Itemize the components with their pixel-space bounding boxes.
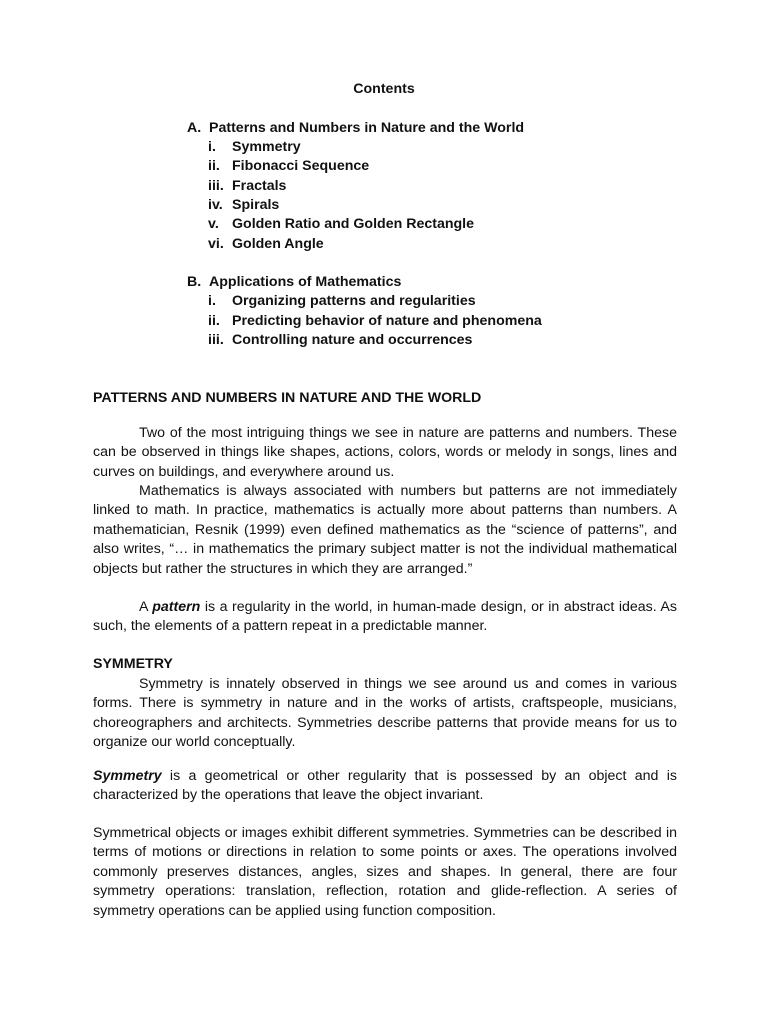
toc-item-controlling [208,332,472,348]
toc-item-number: i. [208,293,216,309]
toc-item-number: i. [208,139,216,155]
toc-item-label: Controlling nature and occurrences [232,332,473,348]
toc-item-golden-ratio [208,216,474,232]
toc-item-golden-angle [208,236,324,252]
symmetry-heading: SYMMETRY [93,656,173,672]
pattern-prefix: A [139,599,153,615]
toc-item-number: v. [208,216,219,232]
toc-item-number: iv. [208,197,223,213]
toc-item-label: Spirals [232,197,280,213]
toc-item-number: iii. [208,332,224,348]
paragraph-mathematics [93,482,677,579]
toc-section-b [187,274,401,290]
symmetry-definition-text: is a geometrical or other regularity that is possessed by an object and is characterized by the operations that leave the object invariant. [93,768,677,804]
toc-item-label: Symmetry [232,139,301,155]
paragraph-symmetry-operations [93,824,677,921]
pattern-definition-text: is a regularity in the world, in human-made design, or in abstract ideas. As such, the elements of a pattern repeat in a predictable manner. [93,599,677,635]
paragraph-symmetry-intro-text: Symmetry is innately observed in things we see around us and comes in various forms. There is symmetry in nature and in the works of artists, craftspeople, musicians, choreographers and architects. Symmetries describe patterns that provide means for us to organize our world conceptually. [93,676,677,751]
toc-item-label: Golden Ratio and Golden Rectangle [232,216,474,232]
toc-item-label: Fibonacci Sequence [232,158,370,174]
toc-section-title: Applications of Mathematics [209,274,402,290]
toc-section-label: B. [187,274,202,290]
toc-item-fractals [208,178,286,194]
toc-section-title: Patterns and Numbers in Nature and the World [209,120,525,136]
toc-item-predicting [208,313,542,329]
toc-item-number: ii. [208,158,220,174]
toc-item-number: iii. [208,178,224,194]
paragraph-symmetry-definition [93,767,677,806]
paragraph-symmetry-intro [93,675,677,753]
toc-item-label: Organizing patterns and regularities [232,293,476,309]
toc-item-organizing [208,293,476,309]
paragraph-intro [93,424,677,482]
paragraph-intro-text: Two of the most intriguing things we see in nature are patterns and numbers. These can be observed in things like shapes, actions, colors, words or melody in songs, lines and curves on buildings, and everywhere around us. [93,425,677,480]
symmetry-term: Symmetry [93,768,162,784]
toc-item-number: ii. [208,313,220,329]
paragraph-symmetry-operations-text: Symmetrical objects or images exhibit different symmetries. Symmetries can be described in terms of motions or directions in relation to some points or axes. The operations involved commonly preserves distances, angles, sizes and shapes. In general, there are four symmetry operations: translation, reflection, rotation and glide-reflection. A series of symmetry operations can be applied using function composition. [93,825,677,919]
toc-item-symmetry [208,139,301,155]
toc-item-spirals [208,197,279,213]
paragraph-mathematics-text: Mathematics is always associated with numbers but patterns are not immediately linked to math. In practice, mathematics is actually more about patterns than numbers. A mathematician, Resnik (1999) even defined mathematics as the “science of patterns”, and also writes, “… in mathematics the primary subject matter is not the individual mathematical objects but rather the structures in which they are arranged.” [93,483,677,577]
toc-item-fibonacci [208,158,369,174]
toc-item-label: Fractals [232,178,287,194]
pattern-term: pattern [152,599,201,615]
toc-section-a [187,120,524,136]
toc-item-number: vi. [208,236,224,252]
toc-section-label: A. [187,120,202,136]
toc-item-label: Golden Angle [232,236,324,252]
main-section-heading: PATTERNS AND NUMBERS IN NATURE AND THE WORLD [93,390,482,406]
toc-item-label: Predicting behavior of nature and phenomena [232,313,542,329]
paragraph-pattern-definition [93,598,677,637]
contents-title: Contents [353,81,415,97]
